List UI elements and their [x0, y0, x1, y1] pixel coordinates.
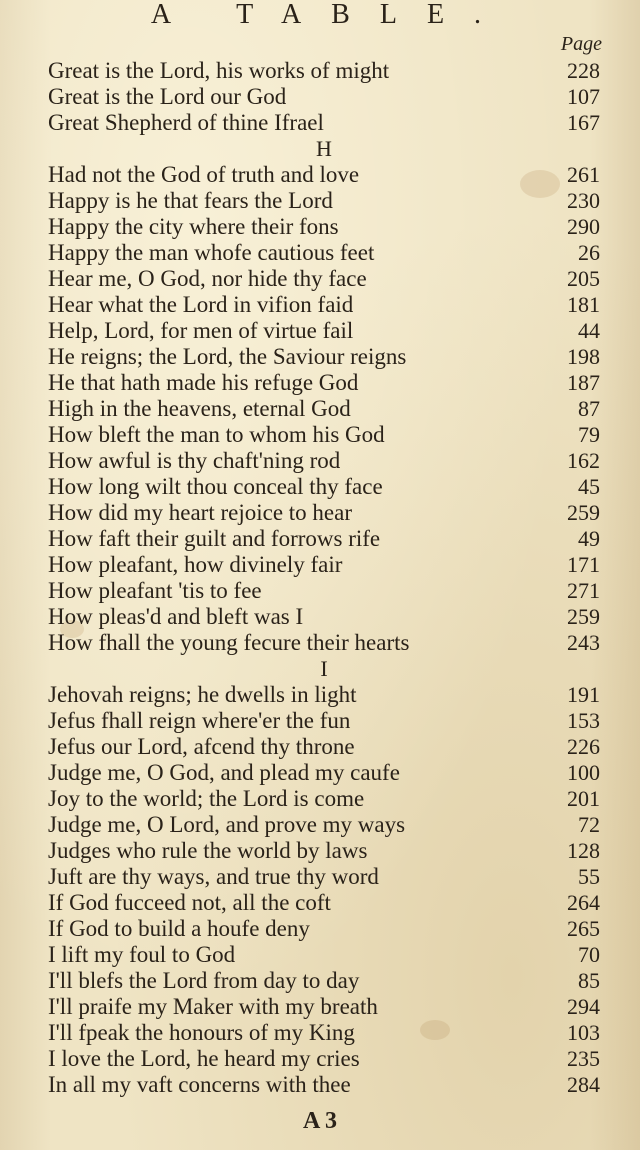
index-entry [0, 370, 640, 396]
first-line-text: Great is the Lord our God [48, 84, 287, 109]
page-number: 128 [567, 838, 600, 863]
index-entry [0, 630, 640, 656]
first-line-text: I'll fpeak the honours of my King [48, 1020, 355, 1045]
first-line-text: Jefus fhall reign where'er the fun [48, 708, 351, 733]
first-line-text: Help, Lord, for men of virtue fail [48, 318, 354, 343]
index-entry [0, 942, 640, 968]
index-entry [0, 812, 640, 838]
index-entry [0, 968, 640, 994]
page-number: 205 [567, 266, 600, 291]
page-number: 167 [567, 110, 600, 135]
first-line-text: I'll praife my Maker with my breath [48, 994, 378, 1019]
index-entry [0, 1072, 640, 1098]
page-number: 107 [567, 84, 600, 109]
index-entry [0, 292, 640, 318]
first-line-text: If God to build a houfe deny [48, 916, 310, 941]
page-number: 259 [567, 604, 600, 629]
first-line-text: How faft their guilt and forrows rife [48, 526, 381, 551]
page-number: 79 [578, 422, 600, 447]
page-number: 228 [567, 58, 600, 83]
index-entry [0, 162, 640, 188]
page-number: 55 [578, 864, 600, 889]
index-entry [0, 188, 640, 214]
page-number: 198 [567, 344, 600, 369]
first-line-text: High in the heavens, eternal God [48, 396, 351, 421]
page-number: 264 [567, 890, 600, 915]
index-entry [0, 84, 640, 110]
page-number: 44 [578, 318, 600, 343]
page-number: 100 [567, 760, 600, 785]
first-line-text: In all my vaft concerns with thee [48, 1072, 351, 1097]
first-line-text: Happy the man whofe cautious feet [48, 240, 375, 265]
index-entry [0, 214, 640, 240]
page-number: 187 [567, 370, 600, 395]
index-entry [0, 838, 640, 864]
index-entry [0, 994, 640, 1020]
section-letter [0, 656, 640, 682]
page-number: 265 [567, 916, 600, 941]
first-line-text: Happy the city where their fons [48, 214, 339, 239]
index-entry [0, 266, 640, 292]
index-entry [0, 682, 640, 708]
page-number: 201 [567, 786, 600, 811]
page-number: 162 [567, 448, 600, 473]
page-number: 235 [567, 1046, 600, 1071]
index-entry [0, 786, 640, 812]
index-entry [0, 760, 640, 786]
first-line-text: How pleafant 'tis to fee [48, 578, 262, 603]
first-line-text: Judges who rule the world by laws [48, 838, 368, 863]
page-number: 191 [567, 682, 600, 707]
page-number: 243 [567, 630, 600, 655]
first-line-text: Judge me, O Lord, and prove my ways [48, 812, 406, 837]
page-number: 284 [567, 1072, 600, 1097]
first-line-text: Judge me, O God, and plead my caufe [48, 760, 400, 785]
index-entry [0, 474, 640, 500]
first-line-text: How fhall the young fecure their hearts [48, 630, 410, 655]
index-entry [0, 916, 640, 942]
index-entry [0, 578, 640, 604]
index-entry [0, 604, 640, 630]
first-line-text: Hear what the Lord in vifion faid [48, 292, 354, 317]
section-letter-text: I [320, 656, 328, 681]
page-number: 26 [578, 240, 600, 265]
first-line-text: Great is the Lord, his works of might [48, 58, 390, 83]
signature-mark: A 3 [302, 1108, 337, 1134]
first-line-text: Great Shepherd of thine Ifrael [48, 110, 324, 135]
page-number: 261 [567, 162, 600, 187]
section-letter [0, 136, 640, 162]
index-entry [0, 526, 640, 552]
first-line-text: Jehovah reigns; he dwells in light [48, 682, 357, 707]
index-entry [0, 500, 640, 526]
first-line-text: How long wilt thou conceal thy face [48, 474, 383, 499]
first-line-text: Had not the God of truth and love [48, 162, 360, 187]
index-entry [0, 448, 640, 474]
page-number: 294 [567, 994, 600, 1019]
page-number: 290 [567, 214, 600, 239]
section-letter-text: H [316, 136, 332, 161]
index-entry [0, 1020, 640, 1046]
first-line-text: Happy is he that fears the Lord [48, 188, 333, 213]
first-line-text: If God fucceed not, all the coft [48, 890, 331, 915]
first-line-text: Jefus our Lord, afcend thy throne [48, 734, 355, 759]
page-number: 70 [578, 942, 600, 967]
first-line-text: How bleft the man to whom his God [48, 422, 385, 447]
page-number: 72 [578, 812, 600, 837]
first-line-text: Hear me, O God, nor hide thy face [48, 266, 367, 291]
index-entry [0, 422, 640, 448]
first-line-text: How awful is thy chaft'ning rod [48, 448, 341, 473]
page-number: 45 [578, 474, 600, 499]
first-line-text: He that hath made his refuge God [48, 370, 359, 395]
index-entry [0, 864, 640, 890]
index-entry [0, 1046, 640, 1072]
page-number: 87 [578, 396, 600, 421]
page-number: 259 [567, 500, 600, 525]
page-number: 103 [567, 1020, 600, 1045]
index-entry [0, 58, 640, 84]
page-number: 230 [567, 188, 600, 213]
first-line-text: How pleafant, how divinely fair [48, 552, 343, 577]
page-number: 226 [567, 734, 600, 759]
first-line-text: I'll blefs the Lord from day to day [48, 968, 360, 993]
first-line-index [0, 58, 640, 1098]
first-line-text: Juft are thy ways, and true thy word [48, 864, 379, 889]
index-entry [0, 396, 640, 422]
page-number: 85 [578, 968, 600, 993]
page-column-label: Page [560, 33, 602, 55]
page-number: 49 [578, 526, 600, 551]
first-line-text: I lift my foul to God [48, 942, 236, 967]
index-entry [0, 318, 640, 344]
index-entry [0, 552, 640, 578]
page-number: 271 [567, 578, 600, 603]
first-line-text: Joy to the world; the Lord is come [48, 786, 365, 811]
page-number: 171 [567, 552, 600, 577]
page-number: 153 [567, 708, 600, 733]
first-line-text: How pleas'd and bleft was I [48, 604, 304, 629]
index-entry [0, 110, 640, 136]
index-entry [0, 890, 640, 916]
index-entry [0, 344, 640, 370]
index-entry [0, 708, 640, 734]
running-head-title: A TABLE. [150, 0, 512, 30]
index-entry [0, 240, 640, 266]
first-line-text: I love the Lord, he heard my cries [48, 1046, 360, 1071]
first-line-text: How did my heart rejoice to hear [48, 500, 352, 525]
page-number: 181 [567, 292, 600, 317]
index-entry [0, 734, 640, 760]
first-line-text: He reigns; the Lord, the Saviour reigns [48, 344, 407, 369]
